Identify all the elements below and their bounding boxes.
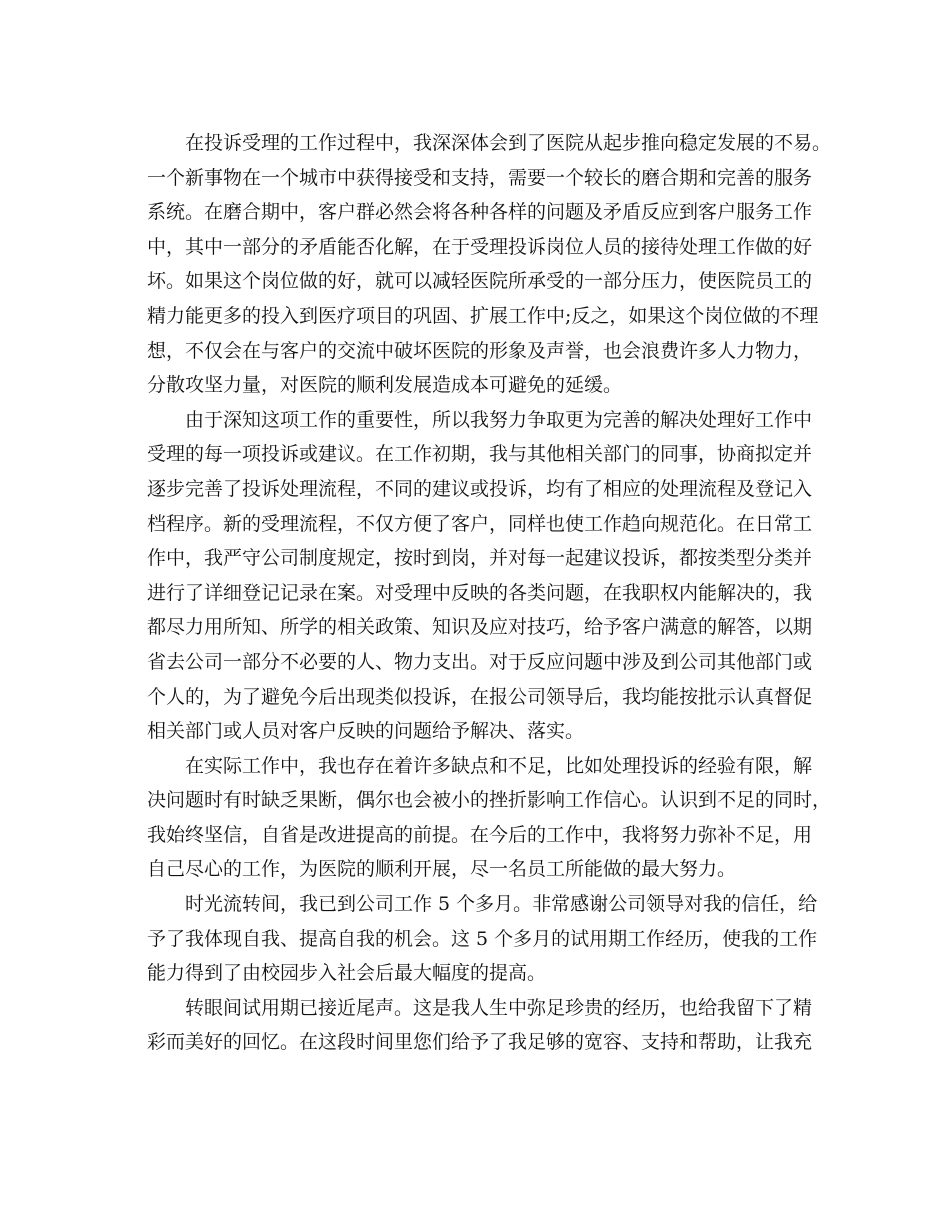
- paragraph-line: 决问题时有时缺乏果断，偶尔也会被小的挫折影响工作信心。认识到不足的同时，: [147, 789, 832, 812]
- paragraph-line: 能力得到了由校园步入社会后最大幅度的提高。: [147, 962, 547, 985]
- paragraph-line: 转眼间试用期已接近尾声。这是我人生中弥足珍贵的经历，也给我留下了精: [185, 996, 813, 1019]
- paragraph-2: [147, 403, 817, 749]
- paragraph-line: 作中，我严守公司制度规定，按时到岗，并对每一起建议投诉，都按类型分类并: [147, 547, 813, 570]
- paragraph-3: [147, 749, 832, 887]
- paragraph-line: 逐步完善了投诉处理流程，不同的建议或投诉，均有了相应的处理流程及登记入: [147, 477, 813, 500]
- paragraph-line: 进行了详细登记记录在案。对受理中反映的各类问题，在我职权内能解决的，我: [147, 581, 813, 604]
- paragraph-line: 在实际工作中，我也存在着许多缺点和不足，比如处理投诉的经验有限，解: [185, 754, 813, 777]
- paragraph-line: 予了我体现自我、提高自我的机会。这 5 个多月的试用期工作经历，使我的工作: [147, 927, 818, 950]
- paragraph-line: 中，其中一部分的矛盾能否化解，在于受理投诉岗位人员的接待处理工作做的好: [147, 235, 813, 258]
- paragraph-line: 时光流转间，我已到公司工作 5 个多月。非常感谢公司领导对我的信任，给: [185, 893, 818, 916]
- paragraph-line: 在投诉受理的工作过程中，我深深体会到了医院从起步推向稳定发展的不易。: [185, 132, 832, 154]
- document-body: [147, 126, 832, 1060]
- paragraph-line: 档程序。新的受理流程，不仅方便了客户，同样也使工作趋向规范化。在日常工: [147, 512, 813, 535]
- paragraph-line: 我始终坚信，自省是改进提高的前提。在今后的工作中，我将努力弥补不足，用: [147, 823, 813, 846]
- paragraph-line: 个人的，为了避免今后出现类似投诉，在报公司领导后，我均能按批示认真督促: [147, 685, 813, 708]
- paragraph-line: 自己尽心的工作，为医院的顺利开展，尽一名员工所能做的最大努力。: [147, 858, 737, 881]
- paragraph-line: 系统。在磨合期中，客户群必然会将各种各样的问题及矛盾反应到客户服务工作: [147, 201, 813, 224]
- paragraph-line: 相关部门或人员对客户反映的问题给予解决、落实。: [147, 720, 585, 743]
- paragraph-line: 受理的每一项投诉或建议。在工作初期，我与其他相关部门的同事，协商拟定并: [147, 443, 813, 466]
- paragraph-4: [147, 887, 817, 991]
- paragraph-line: 一个新事物在一个城市中获得接受和支持，需要一个较长的磨合期和完善的服务: [147, 166, 813, 189]
- paragraph-5: [147, 991, 817, 1060]
- paragraph-line: 分散攻坚力量，对医院的顺利发展造成本可避免的延缓。: [147, 374, 623, 397]
- paragraph-line: 坏。如果这个岗位做的好，就可以减轻医院所承受的一部分压力，使医院员工的: [147, 270, 813, 293]
- paragraph-1: [147, 126, 832, 403]
- paragraph-line: 由于深知这项工作的重要性，所以我努力争取更为完善的解决处理好工作中: [185, 408, 813, 431]
- paragraph-line: 精力能更多的投入到医疗项目的巩固、扩展工作中;反之，如果这个岗位做的不理: [147, 304, 819, 327]
- paragraph-line: 都尽力用所知、所学的相关政策、知识及应对技巧，给予客户满意的解答，以期: [147, 616, 813, 639]
- paragraph-line: 省去公司一部分不必要的人、物力支出。对于反应问题中涉及到公司其他部门或: [147, 650, 813, 673]
- paragraph-line: 想，不仅会在与客户的交流中破坏医院的形象及声誉，也会浪费许多人力物力，: [147, 339, 813, 362]
- paragraph-line: 彩而美好的回忆。在这段时间里您们给予了我足够的宽容、支持和帮助，让我充: [147, 1031, 813, 1054]
